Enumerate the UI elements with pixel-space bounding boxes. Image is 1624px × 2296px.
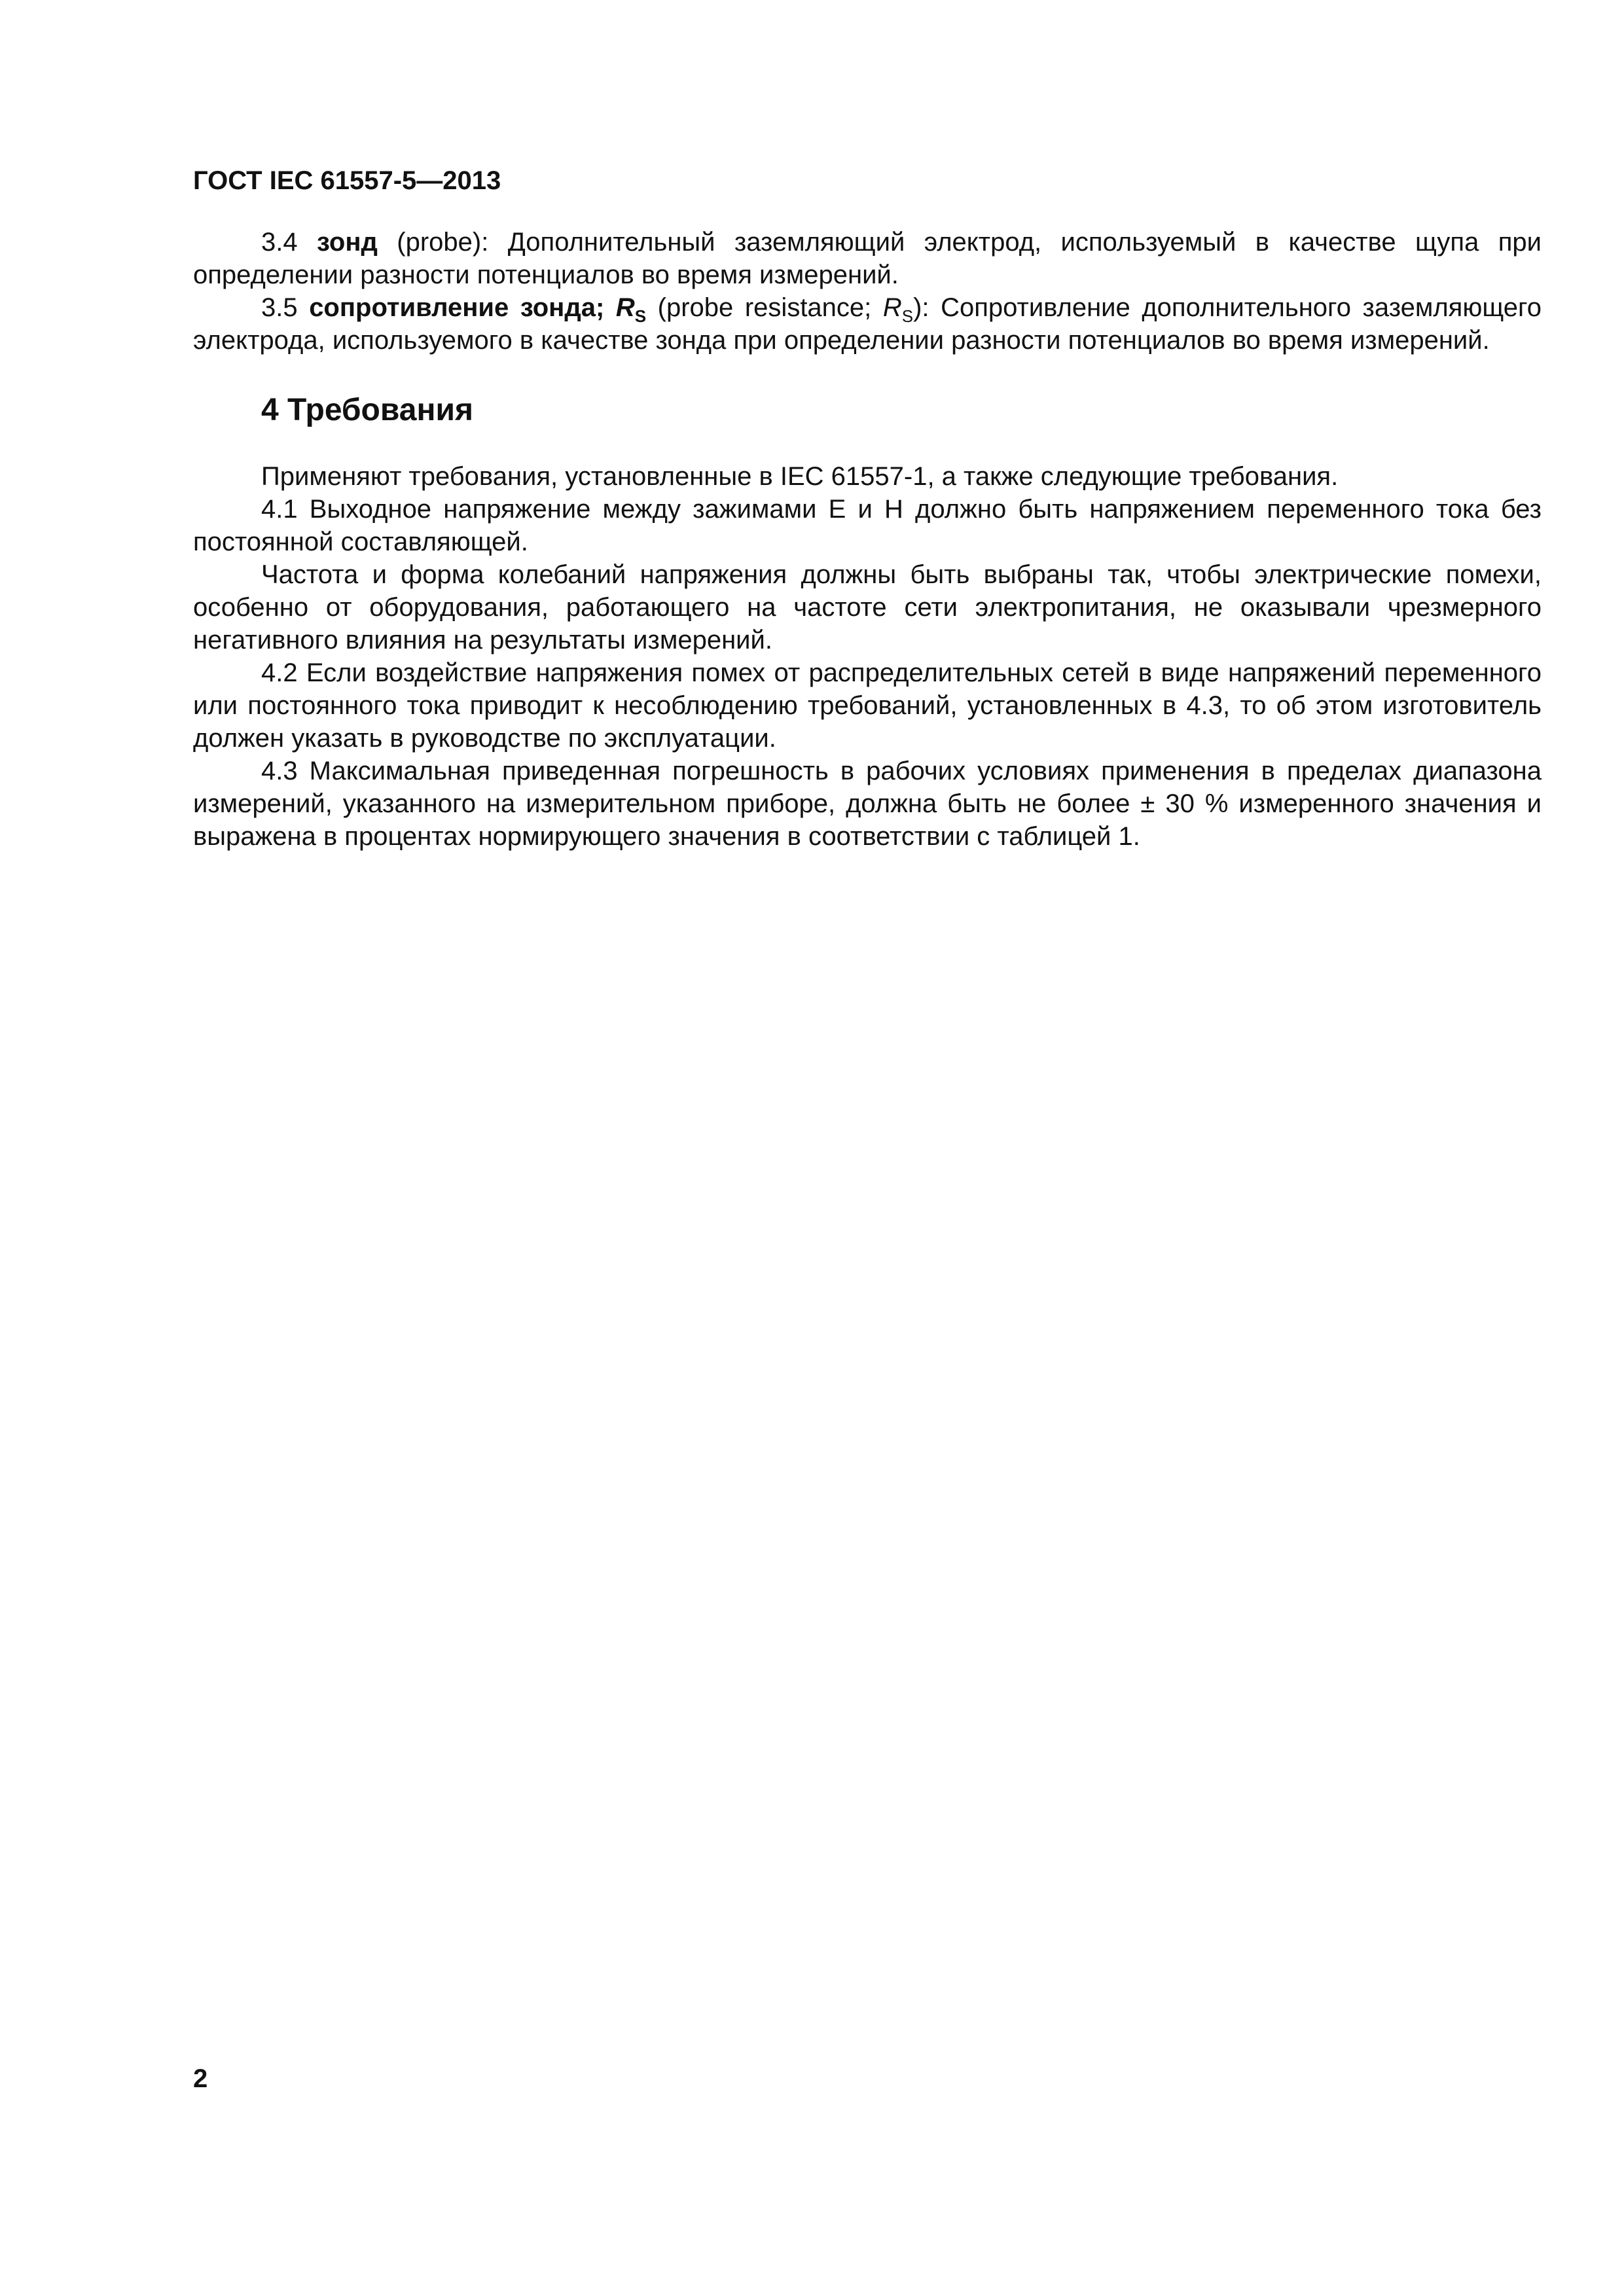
definition-english-symbol: $R_S$ bbox=[882, 293, 914, 326]
clause-4-1-continued: Частота и форма колебаний напряжения должны быть выбраны так, чтобы электрические помехи, особенно от оборудования, работающего на частоте сети электропитания, не оказывали чрезмерного негативного влияния на результаты измерений. bbox=[193, 560, 1542, 655]
definition-term: сопротивление зонда; bbox=[309, 293, 605, 322]
definition-3-5 bbox=[193, 291, 1542, 357]
definition-symbol: $R_S$ bbox=[615, 293, 647, 326]
definition-3-4 bbox=[193, 226, 1542, 291]
definition-text: : Дополнительный заземляющий электрод, используемый в качестве щупа при определении разности потенциалов во время измерений. bbox=[193, 228, 1542, 289]
definition-number: 3.4 bbox=[261, 228, 298, 257]
definition-english-open: (probe resistance; bbox=[657, 293, 872, 322]
definition-term: зонд bbox=[317, 228, 378, 257]
definition-english: (probe) bbox=[397, 228, 482, 257]
section-heading: 4 Требования bbox=[261, 393, 473, 427]
document-body bbox=[193, 226, 1542, 853]
clause-4-3: 4.3 Максимальная приведенная погрешность в рабочих условиях применения в пределах диапазона измерений, указанного на измерительном приборе, должна быть не более ± 30 % измеренного значения и выражена в процентах нормирующего значения в соответствии с таблицей 1. bbox=[193, 757, 1542, 851]
clause-4-2: 4.2 Если воздействие напряжения помех от распределительных сетей в виде напряжений переменного или постоянного тока приводит к несоблюдению требований, установленных в 4.3, то об этом изготовитель должен указать в руководстве по эксплуатации. bbox=[193, 658, 1542, 753]
section-intro: Применяют требования, установленные в IEC 61557-1, а также следующие требования. bbox=[261, 462, 1339, 491]
clause-4-1: 4.1 Выходное напряжение между зажимами E и H должно быть напряжением переменного тока без постоянной составляющей. bbox=[193, 495, 1542, 556]
running-header: ГОСТ IEC 61557-5—2013 bbox=[193, 166, 501, 195]
definition-english-close: ) bbox=[913, 293, 922, 322]
definition-text: : Сопротивление дополнительного заземляющего электрода, используемого в качестве зонда при определении разности потенциалов во время измерений. bbox=[193, 293, 1542, 355]
definition-number: 3.5 bbox=[261, 293, 298, 322]
page-number: 2 bbox=[193, 2064, 208, 2093]
